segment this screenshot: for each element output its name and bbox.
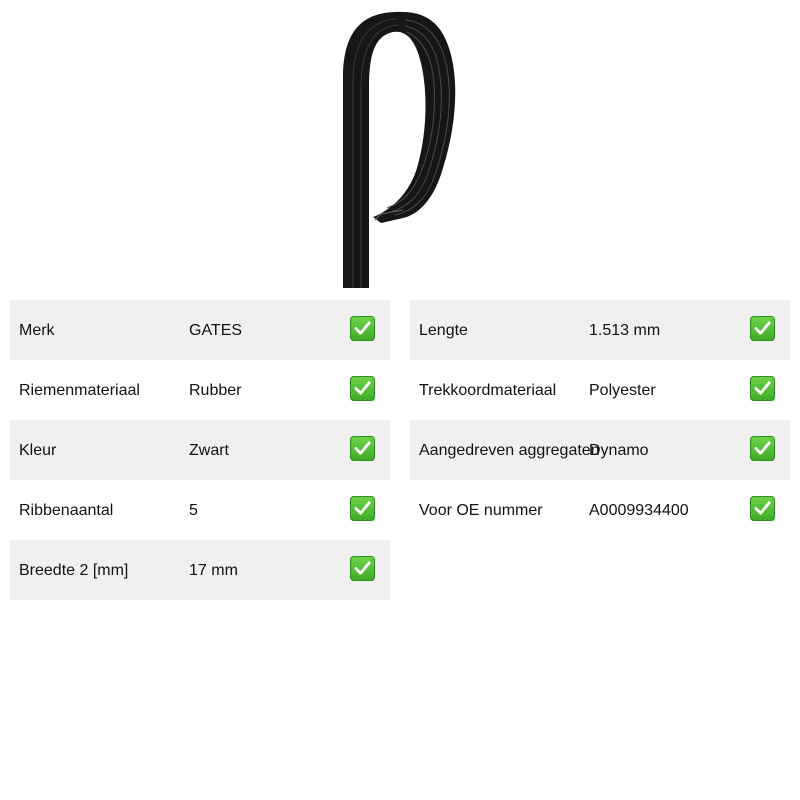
check-icon xyxy=(350,316,375,341)
check-icon xyxy=(750,496,775,521)
check-icon xyxy=(350,376,375,401)
spec-row-breedte xyxy=(10,540,390,600)
check-icon xyxy=(350,556,375,581)
check-icon xyxy=(350,496,375,521)
spec-value: 17 mm xyxy=(189,562,238,579)
spec-row-merk xyxy=(10,300,390,360)
check-icon xyxy=(750,376,775,401)
spec-value: Rubber xyxy=(189,382,242,399)
spec-label: Riemenmateriaal xyxy=(19,382,140,399)
spec-label: Lengte xyxy=(419,322,468,339)
check-icon xyxy=(750,316,775,341)
spec-label: Merk xyxy=(19,322,55,339)
spec-row-aangedreven-aggregaten xyxy=(410,420,790,480)
spec-value: GATES xyxy=(189,322,243,339)
spec-value: A0009934400 xyxy=(589,502,689,519)
spec-table-left xyxy=(10,300,390,600)
ribbed-belt-image xyxy=(335,8,465,290)
spec-row-trekkoordmateriaal xyxy=(410,360,790,420)
spec-value: 1.513 mm xyxy=(589,322,661,339)
spec-value: Polyester xyxy=(589,382,656,399)
spec-row-lengte xyxy=(410,300,790,360)
spec-label: Ribbenaantal xyxy=(19,502,114,519)
spec-label: Breedte 2 [mm] xyxy=(19,562,129,579)
spec-value: Dynamo xyxy=(589,442,649,459)
spec-table-right xyxy=(410,300,790,540)
check-icon xyxy=(750,436,775,461)
spec-label: Trekkoordmateriaal xyxy=(419,382,557,399)
spec-value: Zwart xyxy=(189,442,229,459)
spec-label: Aangedreven aggregaten xyxy=(419,442,600,459)
spec-row-kleur xyxy=(10,420,390,480)
spec-label: Kleur xyxy=(19,442,57,459)
spec-row-riemenmateriaal xyxy=(10,360,390,420)
spec-row-voor-oe-nummer xyxy=(410,480,790,540)
spec-row-ribbenaantal xyxy=(10,480,390,540)
spec-value: 5 xyxy=(189,502,198,519)
check-icon xyxy=(350,436,375,461)
spec-label: Voor OE nummer xyxy=(419,502,543,519)
